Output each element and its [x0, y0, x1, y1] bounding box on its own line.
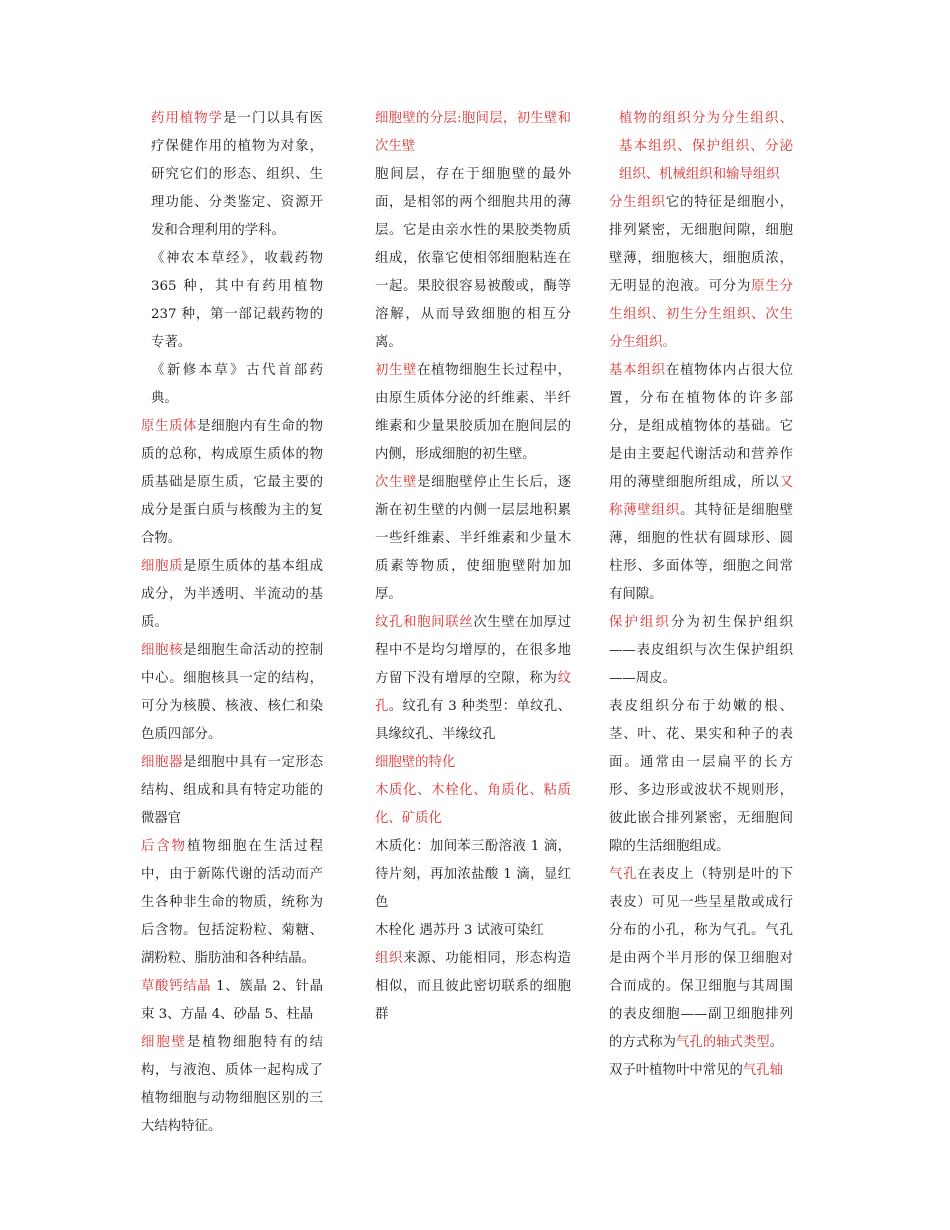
text: 在表皮上（特别是叶的下表皮）可见一些呈星散或成行分布的小孔，称为气孔。气孔是由两个半月形的保卫细胞对合而成的。保卫细胞与其周围的表皮细胞——副卫细胞排列的方式称为	[609, 867, 794, 1050]
term: 基本组织	[609, 363, 666, 378]
paragraph	[375, 945, 571, 1029]
text: 是植物细胞特有的结构，与液泡、质体一起构成了植物细胞与动物细胞区别的三大结构特征。	[141, 1035, 323, 1134]
term: 气孔轴	[742, 1063, 784, 1078]
term: 药用植物学	[151, 111, 224, 126]
paragraph: 《新修本草》古代首部药典。	[151, 363, 323, 406]
paragraph	[141, 973, 323, 1029]
text: 。纹孔有 3 种类型：单纹孔、具缘纹孔、半缘纹孔	[375, 699, 571, 742]
text: 它的特征是细胞小，排列紧密，无细胞间隙，细胞壁薄，细胞核大，细胞质浓，无明显的泡液。可分为	[609, 195, 794, 294]
paragraph	[609, 105, 793, 189]
term: 细胞器	[141, 755, 184, 770]
term: 组织	[375, 951, 404, 966]
term: 保护组织	[609, 615, 672, 630]
text: 。其特征是细胞壁薄，细胞的性状有圆球形、圆柱形、多面体等，细胞之间常有间隙。	[609, 503, 794, 602]
paragraph	[609, 357, 793, 609]
text: 在植物体内占很大位置，分布在植物体的许多部分，是组成植物体的基础。它是由主要起代谢活动和营养作用的薄壁细胞所组成，所以	[609, 363, 794, 490]
text: 1、簇晶 2、针晶束 3、方晶 4、砂晶 5、柱晶	[141, 979, 323, 1022]
paragraph	[375, 469, 571, 609]
paragraph: 胞间层，存在于细胞壁的最外面，是相邻的两个细胞共用的薄层。它是由亲水性的果胶类物质组成，依靠它使相邻细胞粘连在一起。果胶很容易被酸或，酶等溶解，从而导致细胞的相互分离。	[375, 167, 571, 350]
text: 植物细胞在生活过程中，由于新陈代谢的活动而产生各种非生命的物质，统称为后含物。包括淀粉粒、菊糖、湖粉粒、脂肪油和各种结晶。	[141, 839, 323, 966]
section-heading: 木质化、木栓化、角质化、粘质化、矿质化	[375, 783, 571, 826]
paragraph	[609, 189, 793, 357]
term: 次生壁	[375, 475, 418, 490]
term: 原生质体	[141, 419, 198, 434]
paragraph	[141, 105, 323, 245]
term: 又称薄壁组织	[609, 475, 793, 518]
text: 是一门以具有医疗保健作用的植物为对象，研究它们的形态、组织、生理功能、分类鉴定、资源开发和合理利用的学科。	[151, 111, 324, 238]
paragraph: 木栓化 遇苏丹 3 试液可染红	[375, 923, 544, 938]
text: 双子叶植物叶中常见的	[609, 1063, 743, 1078]
term: 气孔的轴式类型	[675, 1035, 770, 1050]
section-heading: 细胞壁的特化	[375, 755, 456, 770]
paragraph	[609, 1057, 793, 1085]
term: 纹孔	[375, 671, 571, 714]
term: 分生组织	[609, 195, 666, 210]
column-2	[375, 105, 571, 1029]
column-3	[609, 105, 793, 1085]
column-1	[141, 105, 323, 1141]
term: 草酸钙结晶	[141, 979, 212, 994]
paragraph	[609, 861, 793, 1057]
paragraph	[141, 637, 323, 749]
text: 在植物细胞生长过程中，由原生质体分泌的纤维素、半纤维素和少量果胶质加在胞间层的内侧，形成细胞的初生壁。	[375, 363, 571, 462]
paragraph	[375, 609, 571, 749]
text: 。	[769, 1035, 784, 1050]
text: 是细胞中具有一定形态结构、组成和具有特定功能的微器官	[141, 755, 324, 826]
term: 后含物	[141, 839, 187, 854]
text: 是细胞内有生命的物质的总称，构成原生质体的物质基础是原生质，它最主要的成分是蛋白质与核酸为主的复合物。	[141, 419, 323, 546]
paragraph	[141, 1029, 323, 1141]
term: 细胞质	[141, 559, 184, 574]
paragraph	[375, 357, 571, 469]
term: 细胞壁	[141, 1035, 187, 1050]
paragraph	[141, 553, 323, 637]
term: 初生壁	[375, 363, 418, 378]
term: 气孔	[609, 867, 638, 882]
paragraph	[141, 749, 323, 833]
term: 细胞核	[141, 643, 184, 658]
paragraph: 表皮组织分布于幼嫩的根、茎、叶、花、果实和种子的表面。通常由一层扁平的长方形、多边形或波状不规则形，彼此嵌合排列紧密，无细胞间隙的生活细胞组成。	[609, 699, 793, 854]
paragraph: 木质化：加间苯三酚溶液 1 滴，待片刻，再加浓盐酸 1 滴，显红色	[375, 839, 571, 910]
term: 纹孔和胞间联丝	[375, 615, 474, 630]
text: 植物的组织分为	[619, 111, 722, 126]
paragraph	[141, 413, 323, 553]
term: 分生组织、基本组织、保护组织、分泌组织、机械组织和输导组织	[619, 111, 794, 182]
text: 是细胞生命活动的控制中心。细胞核具一定的结构，可分为核膜、核液、核仁和染色质四部分。	[141, 643, 324, 742]
paragraph	[609, 609, 793, 693]
paragraph	[141, 833, 323, 973]
paragraph: 《神农本草经》，收载药物 365 种，其中有药用植物 237 种，第一部记载药物的专著。	[151, 251, 323, 350]
section-heading: 细胞壁的分层:胞间层，初生壁和次生壁	[375, 111, 571, 154]
text: 次生壁在加厚过程中不是均匀增厚的，在很多地方留下没有增厚的空隙，称为	[375, 615, 571, 686]
term: 原生分生组织、初生分生组织、次生分生组织。	[609, 279, 794, 350]
text: 是细胞壁停止生长后，逐渐在初生壁的内侧一层层地积累一些纤维素、半纤维素和少量木质素等物质，使细胞壁附加加厚。	[375, 475, 571, 602]
text: 分为初生保护组织——表皮组织与次生保护组织——周皮。	[609, 615, 794, 686]
text: 来源、功能相同，形态构造相似，而且彼此密切联系的细胞群	[375, 951, 571, 1022]
text: 是原生质体的基本组成成分，为半透明、半流动的基质。	[141, 559, 324, 630]
